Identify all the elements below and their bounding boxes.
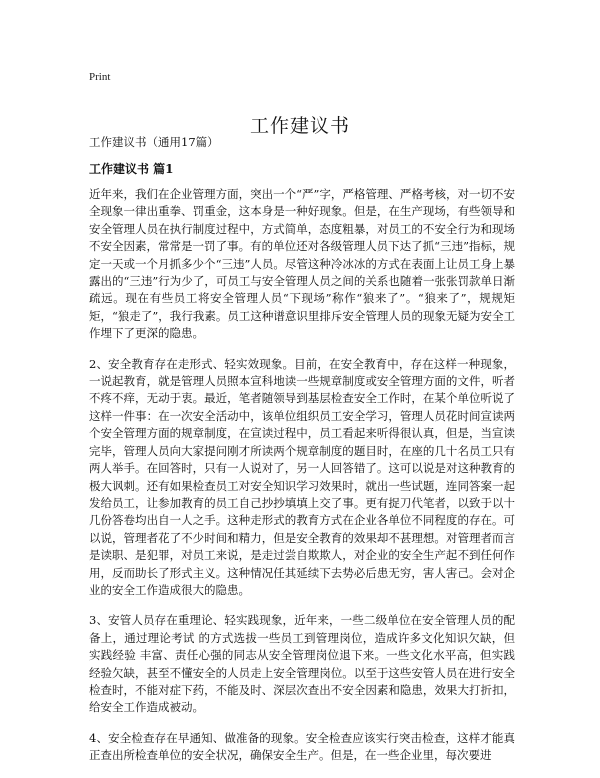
print-link[interactable]: Print [89,71,111,83]
paragraph: 4、安全检查存在早通知、做准备的现象。安全检查应该实行突击检查，这样才能真正查出所检查单位的安全状况，确保安全生产。但是，在一些企业里，每次要进 [89,730,515,763]
paragraph: 近年来，我们在企业管理方面，突出一个“严”字，严格管理、严格考核，对一切不安全现象一律出重拳、罚重金，这本身是一种好现象。但是，在生产现场，有些领导和安全管理人员在执行制度过程中，方式简单，态度粗暴，对员工的不安全行为和现场不安全因素，常常是一罚了事。有的单位还对各级管理人员下达了抓“三违”指标，规定一天或一个月抓多少个“三违”人员。尽管这种冷冰冰的方式在表面上让员工身上暴露出的“三违”行为少了，可员工与安全管理人员之间的关系也随着一张张罚款单日渐疏远。现在有些员工将安全管理人员“下现场”称作“狼来了”。“狼来了”，规规矩矩，“狼走了”，我行我素。员工这种谱意识里排斥安全管理人员的现象无疑为安全工作埋下了更深的隐患。 [89,187,515,341]
page-title: 工作建议书 [249,114,350,137]
article-body [89,186,515,778]
section-heading: 工作建议书 篇1 [89,162,174,176]
document-subtitle: 工作建议书（通用17篇） [89,135,219,149]
paragraph: 2、安全教育存在走形式、轻实效现象。目前，在安全教育中，存在这样一种现象，一说起教育，就是管理人员照本宣科地读一些规章制度或安全管理方面的文件，听者不疼不痒，无动于衷。最近，笔者随领导到基层检查安全工作时，在某个单位听说了这样一件事：在一次安全活动中，该单位组织员工安全学习，管理人员花时间宣读两个安全管理方面的规章制度，在宣读过程中，员工看起来听得很认真，但是，当宣读完毕，管理人员向大家提问刚才所读两个规章制度的题目时，在座的几十名员工只有两人举手。在回答时，只有一人说对了，另一人回答错了。这可以说是对这种教育的极大讽刺。还有如果检查员工对安全知识学习效果时，就出一些试题，连同答案一起发给员工，让参加教育的员工自己抄抄填填上交了事。更有捉刀代笔者，以致于以十几份答卷均出自一人之手。这种走形式的教育方式在企业各单位不同程度的存在。可以说，管理者花了不少时间和精力，但是安全教育的效果却不甚理想。对管理者而言是读职、是犯罪，对员工来说，是走过尝自欺欺人，对企业的安全生产起不到任何作用，反而助长了形式主义。这种情况任其延续下去势必后患无穷，害人害己。会对企业的安全工作造成很大的隐患。 [89,356,515,597]
paragraph: 3、安管人员存在重理论、轻实践现象，近年来，一些二级单位在安全管理人员的配备上，通过理论考试 的方式选拔一些员工到管理岗位，造成许多文化知识欠缺，但实践经验 丰富、责任心强的同志从安全管理岗位退下来。一些文化水平高，但实践经验欠缺，甚至不懂安全的人员走上安全管理岗位。以至于这些安管人员在进行安全检查时，不能对症下药，不能及时、深层次查出不安全因素和隐患，效果大打折扣，给安全工作造成被动。 [89,613,515,715]
